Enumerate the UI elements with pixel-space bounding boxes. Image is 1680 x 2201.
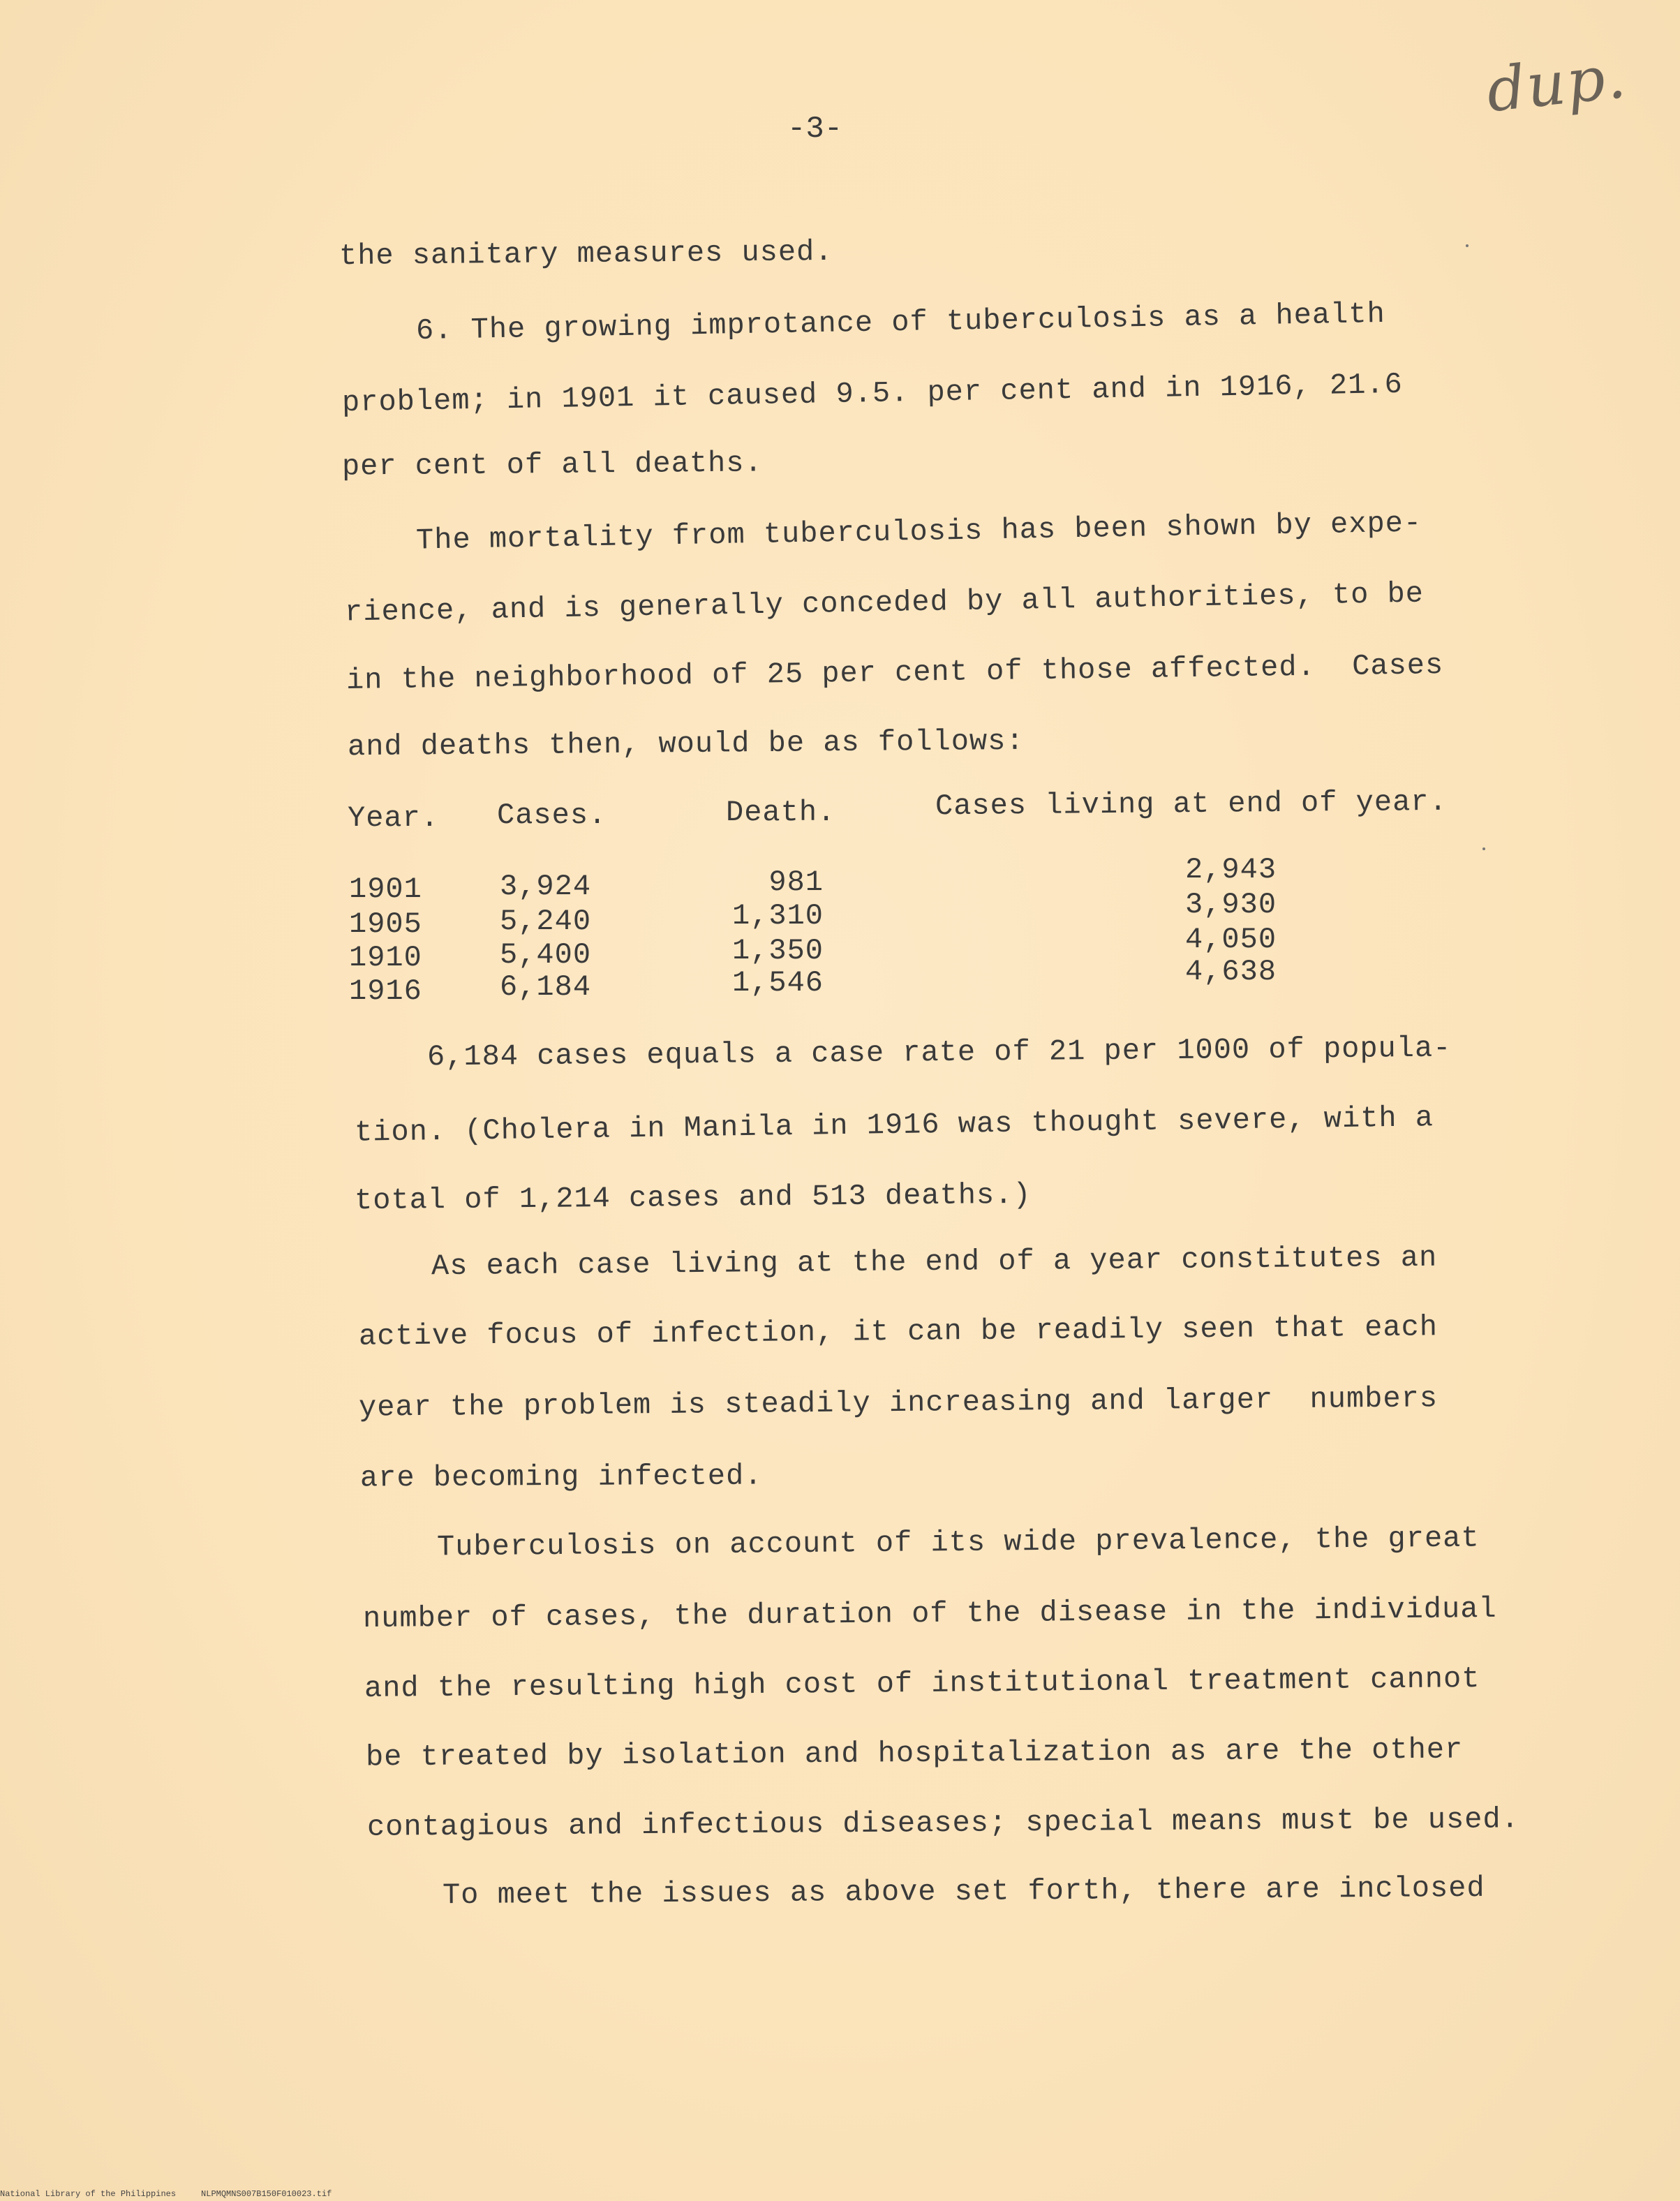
table-header-year: Year.: [348, 801, 440, 835]
text-line: number of cases, the duration of the disease in the individual: [362, 1592, 1497, 1636]
table-cell-living: 2,943: [1185, 853, 1277, 887]
table-cell-cases: 5,240: [500, 905, 592, 938]
table-cell-death: 1,310: [731, 899, 824, 933]
table-cell-cases: 6,184: [500, 970, 592, 1004]
text-line: 6,184 cases equals a case rate of 21 per 1000 of popula-: [426, 1031, 1452, 1074]
paper-speck: [1466, 244, 1469, 247]
text-line: To meet the issues as above set forth, there are inclosed: [442, 1871, 1485, 1913]
text-line: the sanitary measures used.: [339, 235, 833, 274]
page-number: -3-: [787, 112, 843, 147]
table-cell-year: 1905: [349, 907, 422, 941]
table-cell-death: 1,350: [731, 934, 824, 968]
text-line: active focus of infection, it can be readily seen that each: [358, 1310, 1439, 1354]
text-line: Tuberculosis on account of its wide prevalence, the great: [436, 1521, 1480, 1564]
table-cell-year: 1910: [349, 941, 422, 974]
table-cell-living: 4,638: [1185, 955, 1277, 988]
text-line: in the neighborhood of 25 per cent of those affected. Cases: [345, 649, 1444, 697]
text-line: total of 1,214 cases and 513 deaths.): [354, 1178, 1032, 1218]
text-line: and deaths then, would be as follows:: [347, 724, 1025, 764]
table-cell-living: 4,050: [1185, 923, 1277, 956]
handwritten-annotation: dup.: [1483, 41, 1630, 126]
text-line: and the resulting high cost of institutional treatment cannot: [364, 1662, 1480, 1705]
text-line: As each case living at the end of a year constitutes an: [431, 1240, 1438, 1284]
text-line: tion. (Cholera in Manila in 1916 was thought severe, with a: [354, 1101, 1434, 1150]
table-cell-death: 1,546: [731, 966, 824, 1000]
table-cell-year: 1901: [349, 873, 422, 906]
table-cell-cases: 5,400: [500, 938, 592, 972]
table-cell-living: 3,930: [1185, 888, 1277, 921]
table-header-cases-living: Cases living at end of year.: [935, 785, 1448, 824]
table-header-death: Death.: [726, 796, 836, 829]
text-line: be treated by isolation and hospitalization as are the other: [365, 1733, 1464, 1774]
text-line: The mortality from tuberculosis has been shown by expe-: [415, 506, 1422, 558]
text-line: rience, and is generally conceded by all authorities, to be: [344, 577, 1425, 630]
archive-footer: National Library of the Philippines NLPMQMNS007B150F010023.tif: [0, 2189, 332, 2199]
table-cell-cases: 3,924: [500, 870, 592, 903]
text-line: contagious and infectious diseases; special means must be used.: [366, 1802, 1520, 1844]
text-line: per cent of all deaths.: [341, 446, 763, 484]
table-cell-year: 1916: [349, 974, 422, 1008]
paper-speck: [1482, 847, 1485, 850]
table-cell-death: 981: [768, 866, 824, 899]
text-line: problem; in 1901 it caused 9.5. per cent and in 1916, 21.6: [341, 367, 1404, 420]
text-line: year the problem is steadily increasing and larger numbers: [358, 1381, 1439, 1425]
table-header-cases: Cases.: [497, 799, 607, 832]
text-line: are becoming infected.: [359, 1459, 763, 1495]
text-line: 6. The growing improtance of tuberculosis as a health: [415, 297, 1386, 348]
